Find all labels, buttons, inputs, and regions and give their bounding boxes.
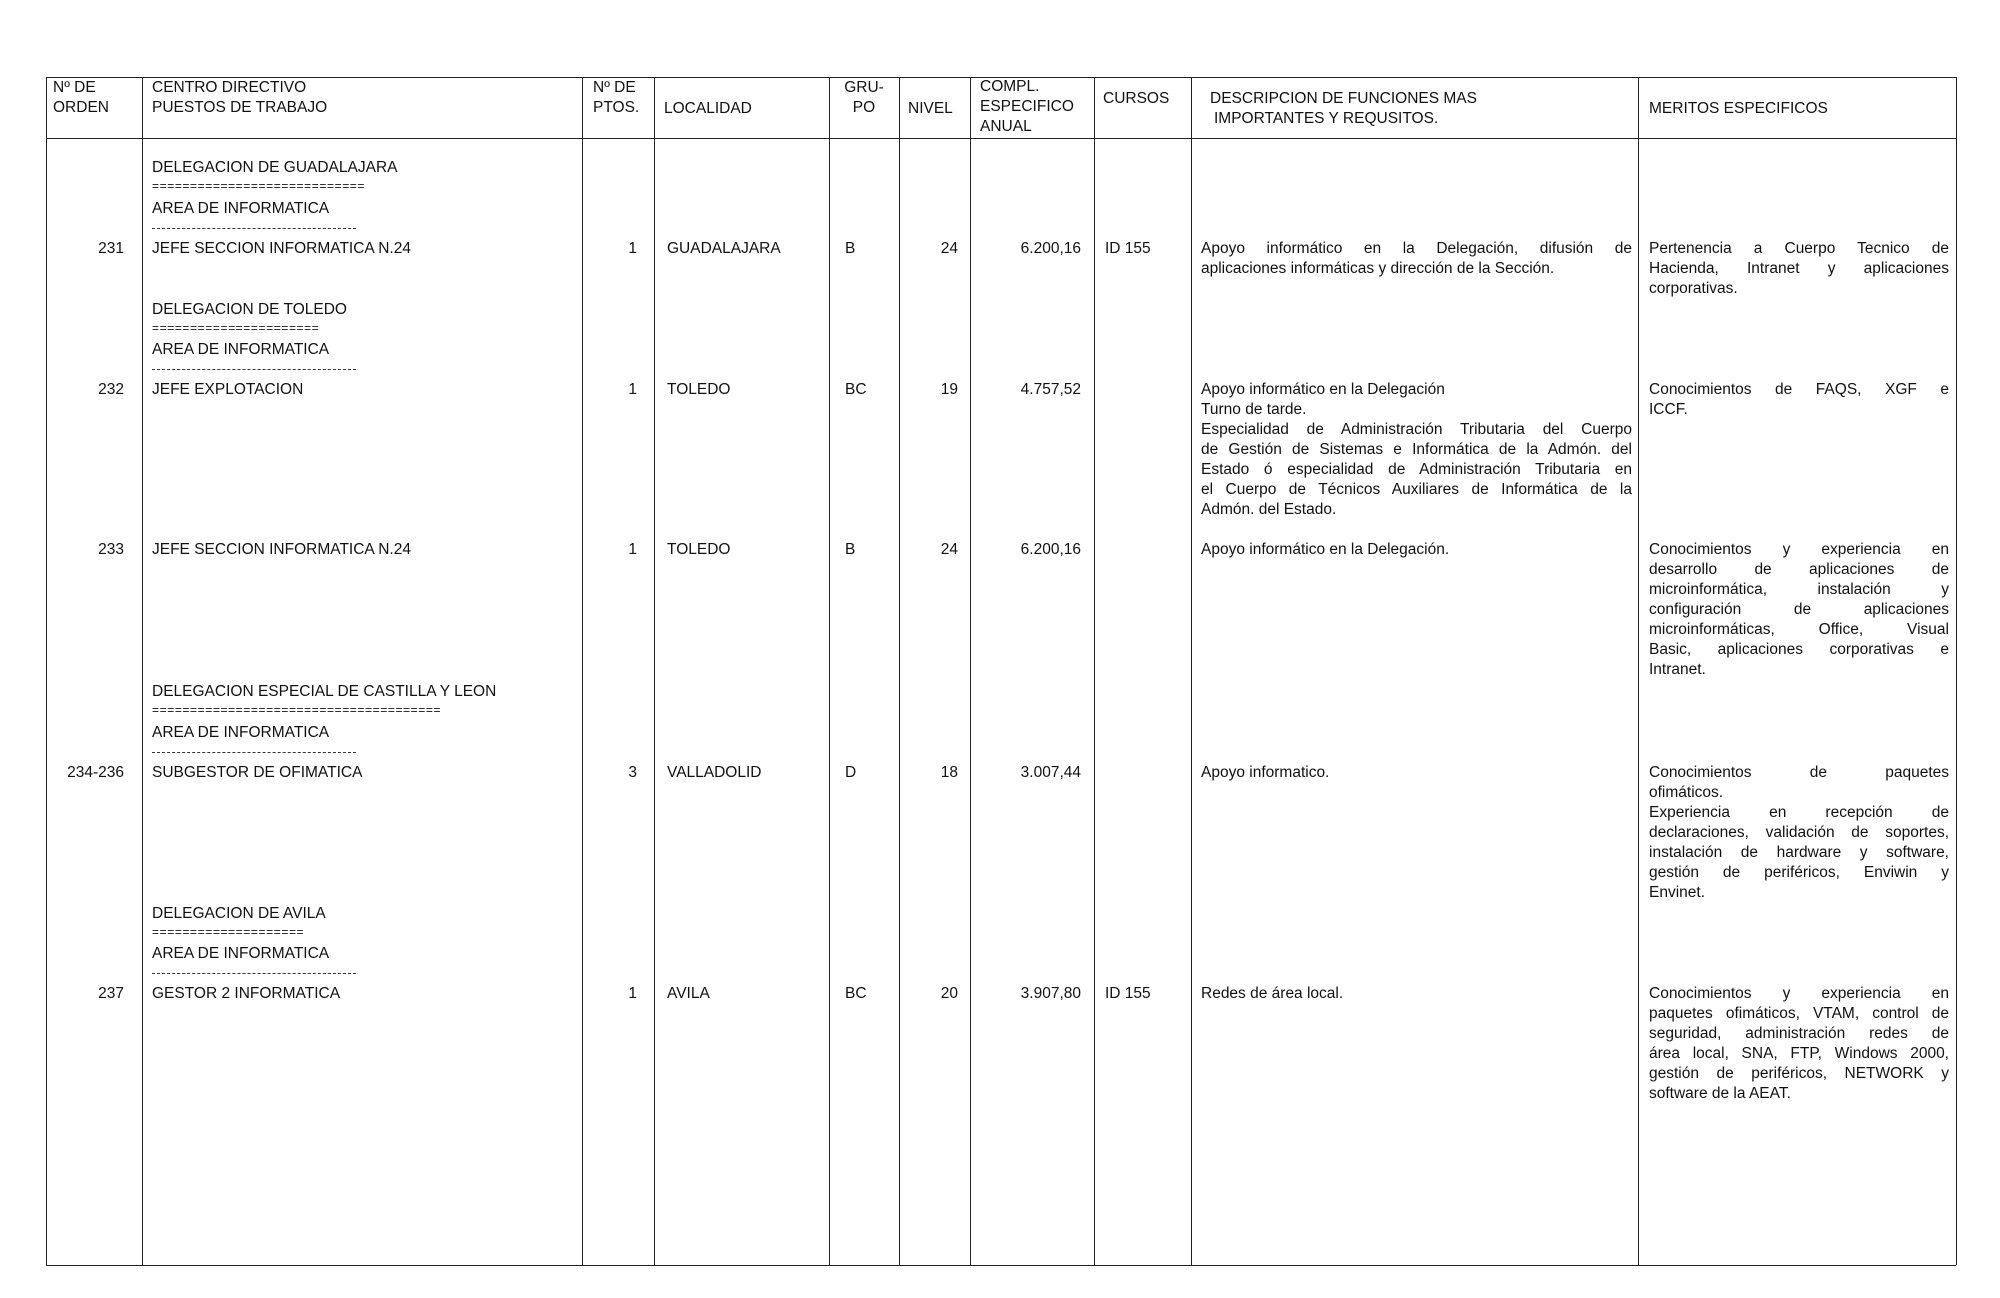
header-ptos <box>593 78 639 118</box>
descripcion-text <box>1201 380 1632 520</box>
column-divider <box>1638 77 1639 1265</box>
header-centro-line: CENTRO DIRECTIVO <box>152 79 307 96</box>
orden-number: 233 <box>98 541 124 558</box>
header-centro-line: PUESTOS DE TRABAJO <box>152 99 328 116</box>
column-divider <box>1094 77 1095 1265</box>
localidad: AVILA <box>667 985 710 1002</box>
meritos-text-line: paquetes ofimáticos, VTAM, control de <box>1649 1005 1949 1022</box>
meritos-text-line: desarrollo de aplicaciones de <box>1649 561 1949 578</box>
ptos-count: 1 <box>628 985 637 1002</box>
delegacion-underline: ==================== <box>152 925 305 939</box>
meritos-text-line: Conocimientos de FAQS, XGF e <box>1649 381 1949 398</box>
grupo: D <box>845 764 857 781</box>
area-underline <box>152 369 356 370</box>
header-cursos: CURSOS <box>1103 90 1170 107</box>
descripcion-text <box>1201 540 1632 560</box>
descripcion-text-line: Estado ó especialidad de Administración Tributaria en <box>1201 461 1632 478</box>
orden-number: 237 <box>98 985 124 1002</box>
descripcion-text-line: Redes de área local. <box>1201 985 1344 1002</box>
column-divider <box>899 77 900 1265</box>
header-ptos-line: PTOS. <box>593 99 640 116</box>
grupo: B <box>845 541 856 558</box>
meritos-text-line: software de la AEAT. <box>1649 1085 1791 1102</box>
descripcion-text-line: Apoyo informático en la Delegación <box>1201 381 1445 398</box>
header-nivel: NIVEL <box>908 100 953 117</box>
area-name: AREA DE INFORMATICA <box>152 341 330 358</box>
meritos-text-line: ofimáticos. <box>1649 784 1724 801</box>
nivel: 24 <box>940 240 958 257</box>
descripcion-text-line: Especialidad de Administración Tributaria del Cuerpo <box>1201 421 1632 438</box>
nivel: 18 <box>940 764 958 781</box>
area-underline <box>152 228 356 229</box>
compl-especifico: 6.200,16 <box>1020 541 1081 558</box>
meritos-text-line: microinformática, instalación y <box>1649 581 1949 598</box>
delegacion-underline: ============================ <box>152 179 366 193</box>
column-divider <box>970 77 971 1265</box>
cursos: ID 155 <box>1105 240 1151 257</box>
compl-especifico: 3.907,80 <box>1020 985 1081 1002</box>
localidad: VALLADOLID <box>667 764 762 781</box>
meritos-text-line: Experiencia en recepción de <box>1649 804 1949 821</box>
meritos-text-line: configuración de aplicaciones <box>1649 601 1949 618</box>
header-grupo-line: GRU- <box>844 79 884 96</box>
header-orden-line: ORDEN <box>53 99 109 116</box>
ptos-count: 1 <box>628 240 637 257</box>
header-compl-line: ANUAL <box>980 118 1032 135</box>
header-ptos-line: Nº DE <box>593 79 636 96</box>
column-divider <box>1191 77 1192 1265</box>
meritos-text-line: Conocimientos y experiencia en <box>1649 985 1949 1002</box>
delegacion-underline: ====================================== <box>152 703 442 717</box>
ptos-count: 1 <box>628 541 637 558</box>
meritos-text-line: Hacienda, Intranet y aplicaciones <box>1649 260 1949 277</box>
column-divider <box>582 77 583 1265</box>
meritos-text-line: Basic, aplicaciones corporativas e <box>1649 641 1949 658</box>
meritos-text <box>1649 540 1949 680</box>
header-orden <box>53 78 109 118</box>
ptos-count: 3 <box>628 764 637 781</box>
area-name: AREA DE INFORMATICA <box>152 724 330 741</box>
area-name: AREA DE INFORMATICA <box>152 200 330 217</box>
meritos-text-line: microinformáticas, Office, Visual <box>1649 621 1949 638</box>
descripcion-text <box>1201 763 1632 783</box>
delegacion-name: DELEGACION ESPECIAL DE CASTILLA Y LEON <box>152 683 497 700</box>
grupo: BC <box>845 985 867 1002</box>
descripcion-text-line: Turno de tarde. <box>1201 401 1307 418</box>
descripcion-text-line: Apoyo informático en la Delegación, difusión de <box>1201 240 1632 257</box>
header-descripcion-line: IMPORTANTES Y REQUSITOS. <box>1214 110 1439 127</box>
area-name: AREA DE INFORMATICA <box>152 945 330 962</box>
meritos-text-line: declaraciones, validación de soportes, <box>1649 824 1949 841</box>
meritos-text-line: gestión de periféricos, Enviwin y <box>1649 864 1949 881</box>
nivel: 24 <box>940 541 958 558</box>
descripcion-text-line: Admón. del Estado. <box>1201 501 1337 518</box>
localidad: TOLEDO <box>667 381 731 398</box>
descripcion-text-line: Apoyo informático en la Delegación. <box>1201 541 1450 558</box>
delegacion-name: DELEGACION DE AVILA <box>152 905 326 922</box>
meritos-text-line: Envinet. <box>1649 884 1706 901</box>
compl-especifico: 3.007,44 <box>1020 764 1081 781</box>
delegacion-underline: ====================== <box>152 321 320 335</box>
descripcion-text <box>1201 239 1632 279</box>
column-divider <box>829 77 830 1265</box>
area-underline <box>152 752 356 753</box>
ptos-count: 1 <box>628 381 637 398</box>
meritos-text <box>1649 763 1949 903</box>
descripcion-text <box>1201 984 1632 1004</box>
meritos-text <box>1649 239 1949 299</box>
compl-especifico: 4.757,52 <box>1020 381 1081 398</box>
puesto-name: JEFE SECCION INFORMATICA N.24 <box>152 240 411 257</box>
meritos-text-line: ICCF. <box>1649 401 1688 418</box>
table-bottom-border <box>46 1265 1956 1266</box>
meritos-text-line: área local, SNA, FTP, Windows 2000, <box>1649 1045 1949 1062</box>
header-compl-line: ESPECIFICO <box>980 98 1074 115</box>
cursos: ID 155 <box>1105 985 1151 1002</box>
meritos-text <box>1649 984 1949 1104</box>
column-divider <box>142 77 143 1265</box>
column-divider <box>46 77 47 1265</box>
puesto-name: JEFE SECCION INFORMATICA N.24 <box>152 541 411 558</box>
localidad: GUADALAJARA <box>667 240 781 257</box>
orden-number: 232 <box>98 381 124 398</box>
delegacion-name: DELEGACION DE GUADALAJARA <box>152 159 398 176</box>
meritos-text <box>1649 380 1949 420</box>
header-compl-line: COMPL. <box>980 78 1040 95</box>
compl-especifico: 6.200,16 <box>1020 240 1081 257</box>
header-meritos: MERITOS ESPECIFICOS <box>1649 100 1828 117</box>
descripcion-text-line: Apoyo informatico. <box>1201 764 1330 781</box>
header-grupo <box>829 78 899 118</box>
area-underline <box>152 973 356 974</box>
header-descripcion-line: DESCRIPCION DE FUNCIONES MAS <box>1210 90 1477 107</box>
grupo: B <box>845 240 856 257</box>
header-descripcion <box>1210 89 1477 129</box>
puesto-name: GESTOR 2 INFORMATICA <box>152 985 341 1002</box>
orden-number: 234-236 <box>67 764 124 781</box>
nivel: 20 <box>940 985 958 1002</box>
orden-number: 231 <box>98 240 124 257</box>
header-centro <box>152 78 327 118</box>
localidad: TOLEDO <box>667 541 731 558</box>
grupo: BC <box>845 381 867 398</box>
column-divider <box>1956 77 1957 1265</box>
meritos-text-line: Intranet. <box>1649 661 1706 678</box>
descripcion-text-line: el Cuerpo de Técnicos Auxiliares de Informática de la <box>1201 481 1632 498</box>
puesto-name: SUBGESTOR DE OFIMATICA <box>152 764 363 781</box>
meritos-text-line: corporativas. <box>1649 280 1738 297</box>
header-orden-line: Nº DE <box>53 79 96 96</box>
descripcion-text-line: de Gestión de Sistemas e Informática de la Admón. del <box>1201 441 1632 458</box>
meritos-text-line: Pertenencia a Cuerpo Tecnico de <box>1649 240 1949 257</box>
header-bottom-border <box>46 138 1956 139</box>
meritos-text-line: seguridad, administración redes de <box>1649 1025 1949 1042</box>
header-compl <box>980 77 1074 137</box>
meritos-text-line: Conocimientos y experiencia en <box>1649 541 1949 558</box>
meritos-text-line: instalación de hardware y software, <box>1649 844 1949 861</box>
header-localidad: LOCALIDAD <box>664 100 752 117</box>
puesto-name: JEFE EXPLOTACION <box>152 381 304 398</box>
nivel: 19 <box>940 381 958 398</box>
column-divider <box>654 77 655 1265</box>
delegacion-name: DELEGACION DE TOLEDO <box>152 301 347 318</box>
meritos-text-line: Conocimientos de paquetes <box>1649 764 1949 781</box>
descripcion-text-line: aplicaciones informáticas y dirección de la Sección. <box>1201 260 1555 277</box>
meritos-text-line: gestión de periféricos, NETWORK y <box>1649 1065 1949 1082</box>
header-grupo-line: PO <box>852 99 876 116</box>
